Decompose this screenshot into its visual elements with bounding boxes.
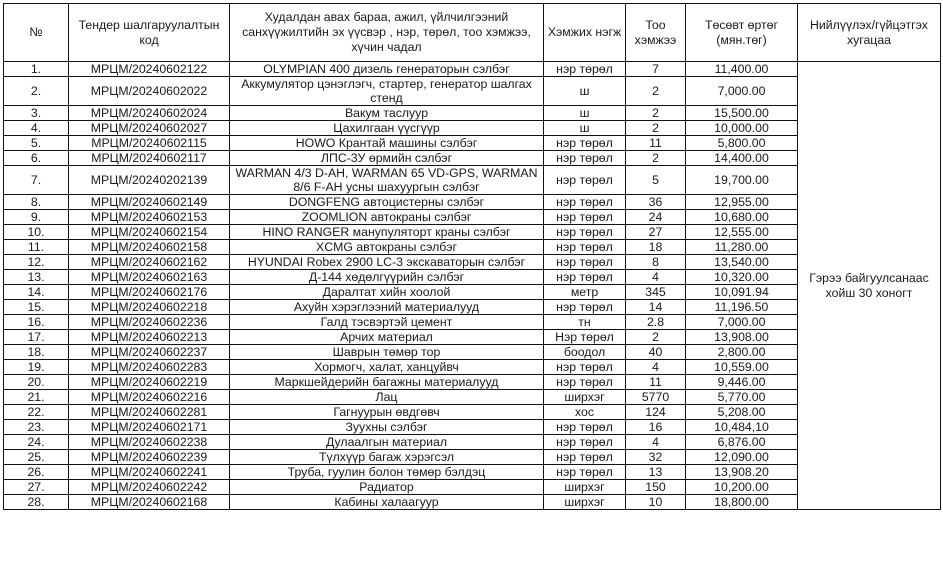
unit-of-measure: нэр төрөл bbox=[544, 300, 626, 315]
header-row bbox=[4, 4, 941, 62]
quantity: 32 bbox=[626, 450, 686, 465]
estimated-budget: 5,770.00 bbox=[686, 390, 798, 405]
header-quantity: Тоо хэмжээ bbox=[626, 4, 686, 62]
item-description: ЛПС-3У өрмийн сэлбэг bbox=[230, 151, 544, 166]
quantity: 14 bbox=[626, 300, 686, 315]
unit-of-measure: нэр төрөл bbox=[544, 195, 626, 210]
tender-code: МРЦМ/20240602162 bbox=[69, 255, 230, 270]
quantity: 2.8 bbox=[626, 315, 686, 330]
tender-code: МРЦМ/20240602241 bbox=[69, 465, 230, 480]
unit-of-measure: ширхэг bbox=[544, 390, 626, 405]
quantity: 124 bbox=[626, 405, 686, 420]
tender-code: МРЦМ/20240602163 bbox=[69, 270, 230, 285]
estimated-budget: 10,320.00 bbox=[686, 270, 798, 285]
row-number: 8. bbox=[4, 195, 69, 210]
estimated-budget: 11,280.00 bbox=[686, 240, 798, 255]
item-description: Вакум таслуур bbox=[230, 106, 544, 121]
item-description: HYUNDAI Robex 2900 LC-3 экскаваторын сэлбэг bbox=[230, 255, 544, 270]
unit-of-measure: ш bbox=[544, 106, 626, 121]
estimated-budget: 11,400.00 bbox=[686, 62, 798, 77]
item-description: Шаврын төмөр тор bbox=[230, 345, 544, 360]
estimated-budget: 9,446.00 bbox=[686, 375, 798, 390]
item-description: OLYMPIAN 400 дизель генераторын сэлбэг bbox=[230, 62, 544, 77]
row-number: 18. bbox=[4, 345, 69, 360]
item-description: Хормогч, халат, ханцуйвч bbox=[230, 360, 544, 375]
row-number: 5. bbox=[4, 136, 69, 151]
row-number: 2. bbox=[4, 77, 69, 106]
row-number: 16. bbox=[4, 315, 69, 330]
row-number: 15. bbox=[4, 300, 69, 315]
quantity: 27 bbox=[626, 225, 686, 240]
unit-of-measure: боодол bbox=[544, 345, 626, 360]
unit-of-measure: хос bbox=[544, 405, 626, 420]
header-description: Худалдан авах бараа, ажил, үйлчилгээний санхүүжилтийн эх үүсвэр , нэр, төрөл, тоо хэмжээ, хүчин чадал bbox=[230, 4, 544, 62]
quantity: 5 bbox=[626, 166, 686, 195]
estimated-budget: 13,908.00 bbox=[686, 330, 798, 345]
row-number: 6. bbox=[4, 151, 69, 166]
row-number: 25. bbox=[4, 450, 69, 465]
tender-code: МРЦМ/20240602283 bbox=[69, 360, 230, 375]
row-number: 21. bbox=[4, 390, 69, 405]
unit-of-measure: нэр төрөл bbox=[544, 360, 626, 375]
row-number: 23. bbox=[4, 420, 69, 435]
unit-of-measure: Нэр төрөл bbox=[544, 330, 626, 345]
estimated-budget: 10,559.00 bbox=[686, 360, 798, 375]
tender-code: МРЦМ/20240202139 bbox=[69, 166, 230, 195]
quantity: 24 bbox=[626, 210, 686, 225]
unit-of-measure: нэр төрөл bbox=[544, 240, 626, 255]
estimated-budget: 11,196.50 bbox=[686, 300, 798, 315]
table-body bbox=[4, 62, 941, 510]
estimated-budget: 13,540.00 bbox=[686, 255, 798, 270]
tender-code: МРЦМ/20240602219 bbox=[69, 375, 230, 390]
row-number: 20. bbox=[4, 375, 69, 390]
row-number: 28. bbox=[4, 495, 69, 510]
estimated-budget: 2,800.00 bbox=[686, 345, 798, 360]
row-number: 24. bbox=[4, 435, 69, 450]
header-code: Тендер шалгаруулалтын код bbox=[69, 4, 230, 62]
item-description: WARMAN 4/3 D-AH, WARMAN 65 VD-GPS, WARMAN 8/6 F-AH усны шахуургын сэлбэг bbox=[230, 166, 544, 195]
item-description: Кабины халаагуур bbox=[230, 495, 544, 510]
tender-code: МРЦМ/20240602149 bbox=[69, 195, 230, 210]
tender-code: МРЦМ/20240602022 bbox=[69, 77, 230, 106]
unit-of-measure: тн bbox=[544, 315, 626, 330]
item-description: Лац bbox=[230, 390, 544, 405]
tender-code: МРЦМ/20240602242 bbox=[69, 480, 230, 495]
table-row bbox=[4, 62, 941, 77]
tender-code: МРЦМ/20240602238 bbox=[69, 435, 230, 450]
unit-of-measure: ш bbox=[544, 121, 626, 136]
quantity: 4 bbox=[626, 360, 686, 375]
item-description: Аккумулятор цэнэглэгч, стартер, генератор шалгах стенд bbox=[230, 77, 544, 106]
estimated-budget: 12,090.00 bbox=[686, 450, 798, 465]
tender-code: МРЦМ/20240602176 bbox=[69, 285, 230, 300]
estimated-budget: 7,000.00 bbox=[686, 77, 798, 106]
item-description: Маркшейдерийн багажны материалууд bbox=[230, 375, 544, 390]
estimated-budget: 14,400.00 bbox=[686, 151, 798, 166]
tender-code: МРЦМ/20240602216 bbox=[69, 390, 230, 405]
header-no: № bbox=[4, 4, 69, 62]
quantity: 13 bbox=[626, 465, 686, 480]
row-number: 10. bbox=[4, 225, 69, 240]
quantity: 7 bbox=[626, 62, 686, 77]
tender-code: МРЦМ/20240602236 bbox=[69, 315, 230, 330]
estimated-budget: 15,500.00 bbox=[686, 106, 798, 121]
estimated-budget: 5,208.00 bbox=[686, 405, 798, 420]
row-number: 13. bbox=[4, 270, 69, 285]
delivery-term: Гэрээ байгуулсанаас хойш 30 хоногт bbox=[798, 62, 941, 510]
estimated-budget: 6,876.00 bbox=[686, 435, 798, 450]
estimated-budget: 10,091.94 bbox=[686, 285, 798, 300]
estimated-budget: 10,680.00 bbox=[686, 210, 798, 225]
quantity: 8 bbox=[626, 255, 686, 270]
quantity: 36 bbox=[626, 195, 686, 210]
tender-code: МРЦМ/20240602024 bbox=[69, 106, 230, 121]
unit-of-measure: нэр төрөл bbox=[544, 375, 626, 390]
item-description: DONGFENG автоцистерны сэлбэг bbox=[230, 195, 544, 210]
quantity: 2 bbox=[626, 121, 686, 136]
item-description: Даралтат хийн хоолой bbox=[230, 285, 544, 300]
row-number: 26. bbox=[4, 465, 69, 480]
header-unit: Хэмжих нэгж bbox=[544, 4, 626, 62]
tender-code: МРЦМ/20240602122 bbox=[69, 62, 230, 77]
tender-code: МРЦМ/20240602213 bbox=[69, 330, 230, 345]
estimated-budget: 12,555.00 bbox=[686, 225, 798, 240]
quantity: 11 bbox=[626, 375, 686, 390]
item-description: Арчих материал bbox=[230, 330, 544, 345]
estimated-budget: 10,000.00 bbox=[686, 121, 798, 136]
item-description: ZOOMLION автокраны сэлбэг bbox=[230, 210, 544, 225]
quantity: 2 bbox=[626, 330, 686, 345]
unit-of-measure: ш bbox=[544, 77, 626, 106]
item-description: HOWO Крантай машины сэлбэг bbox=[230, 136, 544, 151]
unit-of-measure: ширхэг bbox=[544, 480, 626, 495]
item-description: Зуухны сэлбэг bbox=[230, 420, 544, 435]
tender-code: МРЦМ/20240602218 bbox=[69, 300, 230, 315]
row-number: 12. bbox=[4, 255, 69, 270]
quantity: 16 bbox=[626, 420, 686, 435]
row-number: 11. bbox=[4, 240, 69, 255]
quantity: 4 bbox=[626, 435, 686, 450]
tender-code: МРЦМ/20240602158 bbox=[69, 240, 230, 255]
unit-of-measure: нэр төрөл bbox=[544, 136, 626, 151]
quantity: 5770 bbox=[626, 390, 686, 405]
row-number: 1. bbox=[4, 62, 69, 77]
tender-code: МРЦМ/20240602154 bbox=[69, 225, 230, 240]
tender-code: МРЦМ/20240602239 bbox=[69, 450, 230, 465]
item-description: Түлхүүр багаж хэрэгсэл bbox=[230, 450, 544, 465]
quantity: 150 bbox=[626, 480, 686, 495]
estimated-budget: 5,800.00 bbox=[686, 136, 798, 151]
row-number: 3. bbox=[4, 106, 69, 121]
unit-of-measure: нэр төрөл bbox=[544, 450, 626, 465]
unit-of-measure: нэр төрөл bbox=[544, 420, 626, 435]
tender-table bbox=[3, 3, 941, 510]
unit-of-measure: метр bbox=[544, 285, 626, 300]
quantity: 40 bbox=[626, 345, 686, 360]
unit-of-measure: нэр төрөл bbox=[544, 435, 626, 450]
item-description: Цахилгаан үүсгүүр bbox=[230, 121, 544, 136]
estimated-budget: 18,800.00 bbox=[686, 495, 798, 510]
item-description: Ахуйн хэрэглээний материалууд bbox=[230, 300, 544, 315]
tender-code: МРЦМ/20240602171 bbox=[69, 420, 230, 435]
tender-code: МРЦМ/20240602153 bbox=[69, 210, 230, 225]
tender-code: МРЦМ/20240602237 bbox=[69, 345, 230, 360]
tender-code: МРЦМ/20240602117 bbox=[69, 151, 230, 166]
item-description: Гагнуурын өвдгөвч bbox=[230, 405, 544, 420]
estimated-budget: 19,700.00 bbox=[686, 166, 798, 195]
estimated-budget: 12,955.00 bbox=[686, 195, 798, 210]
quantity: 2 bbox=[626, 151, 686, 166]
tender-code: МРЦМ/20240602027 bbox=[69, 121, 230, 136]
quantity: 11 bbox=[626, 136, 686, 151]
row-number: 14. bbox=[4, 285, 69, 300]
tender-code: МРЦМ/20240602281 bbox=[69, 405, 230, 420]
item-description: Д-144 хөдөлгүүрийн сэлбэг bbox=[230, 270, 544, 285]
row-number: 4. bbox=[4, 121, 69, 136]
unit-of-measure: нэр төрөл bbox=[544, 255, 626, 270]
header-budget: Төсөвт өртөг (мян.төг) bbox=[686, 4, 798, 62]
tender-table-container bbox=[3, 3, 941, 510]
estimated-budget: 13,908.20 bbox=[686, 465, 798, 480]
item-description: XCMG автокраны сэлбэг bbox=[230, 240, 544, 255]
unit-of-measure: нэр төрөл bbox=[544, 270, 626, 285]
quantity: 345 bbox=[626, 285, 686, 300]
quantity: 2 bbox=[626, 106, 686, 121]
unit-of-measure: нэр төрөл bbox=[544, 210, 626, 225]
row-number: 27. bbox=[4, 480, 69, 495]
tender-code: МРЦМ/20240602115 bbox=[69, 136, 230, 151]
item-description: Труба, гуулин болон төмөр бэлдэц bbox=[230, 465, 544, 480]
row-number: 22. bbox=[4, 405, 69, 420]
unit-of-measure: нэр төрөл bbox=[544, 166, 626, 195]
row-number: 9. bbox=[4, 210, 69, 225]
unit-of-measure: ширхэг bbox=[544, 495, 626, 510]
quantity: 10 bbox=[626, 495, 686, 510]
unit-of-measure: нэр төрөл bbox=[544, 62, 626, 77]
item-description: Дулаалгын материал bbox=[230, 435, 544, 450]
quantity: 4 bbox=[626, 270, 686, 285]
item-description: HINO RANGER манупуляторт краны сэлбэг bbox=[230, 225, 544, 240]
row-number: 7. bbox=[4, 166, 69, 195]
tender-code: МРЦМ/20240602168 bbox=[69, 495, 230, 510]
estimated-budget: 7,000.00 bbox=[686, 315, 798, 330]
item-description: Галд тэсвэртэй цемент bbox=[230, 315, 544, 330]
unit-of-measure: нэр төрөл bbox=[544, 225, 626, 240]
quantity: 2 bbox=[626, 77, 686, 106]
item-description: Радиатор bbox=[230, 480, 544, 495]
header-delivery: Нийлүүлэх/гүйцэтгэх хугацаа bbox=[798, 4, 941, 62]
unit-of-measure: нэр төрөл bbox=[544, 151, 626, 166]
unit-of-measure: нэр төрөл bbox=[544, 465, 626, 480]
quantity: 18 bbox=[626, 240, 686, 255]
row-number: 17. bbox=[4, 330, 69, 345]
estimated-budget: 10,484,10 bbox=[686, 420, 798, 435]
row-number: 19. bbox=[4, 360, 69, 375]
estimated-budget: 10,200.00 bbox=[686, 480, 798, 495]
